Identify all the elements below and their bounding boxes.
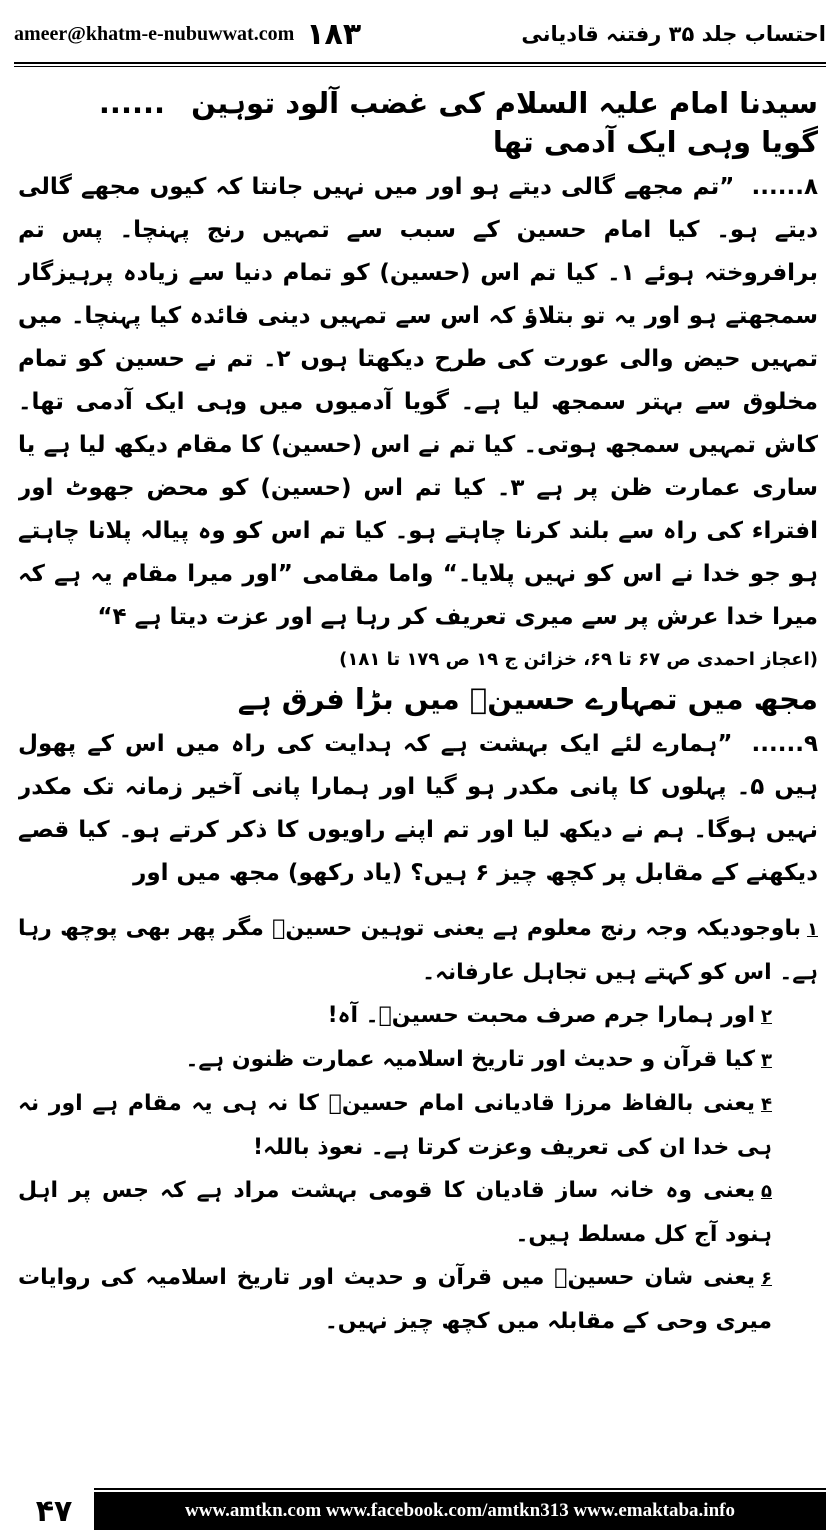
footnote-mark: ۵: [761, 1181, 772, 1203]
heading-1-right: سیدنا امام علیہ السلام کی غضب آلود توہین: [191, 86, 818, 120]
footnote-3: [18, 1038, 818, 1082]
footnote-mark: ۶: [761, 1268, 772, 1290]
footnote-mark: ۱: [807, 919, 818, 941]
footer-links[interactable]: www.amtkn.com www.facebook.com/amtkn313 www.emaktaba.info: [94, 1492, 826, 1530]
section-heading-2: مجھ میں تمہارے حسینؓ میں بڑا فرق ہے: [237, 682, 818, 717]
header-left: [14, 17, 361, 52]
footnote-mark: ۳: [761, 1050, 772, 1072]
footnote-6: [18, 1256, 818, 1343]
footnote-text: اور ہمارا جرم صرف محبت حسینؓ۔ آہ!: [327, 1003, 755, 1029]
footnote-mark: ۲: [761, 1006, 772, 1028]
paragraph-number-9: ۹......: [751, 731, 818, 758]
footnote-2: [18, 994, 818, 1038]
page-content: [18, 80, 818, 1476]
page-footer: [14, 1492, 826, 1530]
footnote-text: باوجودیکہ وجہ رنج معلوم ہے یعنی توہین حسینؓ مگر پھر بھی پوچھ رہا ہے۔ اس کو کہتے ہیں تجاہل عارفانہ۔: [18, 916, 818, 986]
heading-1-separator: ......: [98, 86, 166, 120]
header-rule: [14, 62, 826, 67]
paragraph-9-text: ”ہمارے لئے ایک بہشت ہے کہ ہدایت کی راہ میں اس کے پھول ہیں ۵۔ پہلوں کا پانی مکدر ہو گیا اور ہمارا پانی آخیر زمانہ تک مکدر نہیں ہوگا۔ ہم نے دیکھ لیا اور تم اپنے راویوں کا ذکر کرتے ہو۔ کیا قصے دیکھنے کے مقابل پر کچھ چیز ۶ ہیں؟ (یاد رکھو) مجھ میں اور: [18, 731, 818, 887]
section-heading-1: [18, 84, 818, 162]
paragraph-8-text: ”تم مجھے گالی دیتے ہو اور میں نہیں جانتا کہ کیوں مجھے گالی دیتے ہو۔ کیا امام حسین کے سبب سے تمہیں رنج پہنچا۔ پس تم برافروختہ ہوئے ۱۔ کیا تم اس (حسین) کو تمام دنیا سے زیادہ پرہیزگار سمجھتے ہو اور یہ تو بتلاؤ کہ اس سے تمہیں دینی فائدہ کیا پہنچا۔ میں تمہیں حیض والی عورت کی طرح دیکھتا ہوں ۲۔ تم نے حسین کو تمام مخلوق سے بہتر سمجھ لیا ہے۔ گویا آدمیوں میں وہی ایک آدمی تھا۔ کاش تمہیں سمجھ ہوتی۔ کیا تم نے اس (حسین) کا مقام دیکھ لیا ہے یا ساری عمارت ظن پر ہے ۳۔ کیا تم اس (حسین) کو محض جھوٹ اور افتراء کی راہ سے بلند کرنا چاہتے ہو۔ کیا تم اس کو وہ پیالہ پلانا چاہتے ہو جو خدا نے اس کو نہیں پلایا۔“ واما مقامی ”اور میرا مقام یہ ہے کہ میرا خدا عرش پر سے میری تعریف کر رہا ہے اور عزت دیتا ہے ۴“: [18, 174, 818, 631]
header-email: ameer@khatm-e-nubuwwat.com: [14, 22, 295, 45]
footer-rule: [94, 1488, 826, 1490]
heading-1-left: گویا وہی ایک آدمی تھا: [492, 125, 818, 160]
footnote-5: [18, 1169, 818, 1256]
footer-page-marker: ۴۷: [35, 1493, 73, 1529]
paragraph-8: [18, 166, 818, 639]
footnote-text: یعنی وہ خانہ ساز قادیان کا قومی بہشت مراد ہے کہ جس پر اہل ہنود آج کل مسلط ہیں۔: [18, 1178, 772, 1248]
page-header: [14, 12, 826, 56]
running-title: احتساب جلد ۳۵ رفتنہ قادیانی: [521, 22, 826, 46]
footnote-text: یعنی شان حسینؓ میں قرآن و حدیث اور تاریخ اسلامیہ کی روایات میری وحی کے مقابلہ میں کچھ چیز نہیں۔: [18, 1265, 772, 1335]
footnotes: [18, 907, 818, 1343]
citation-reference: (اعجاز احمدی ص ۶۷ تا ۶۹، خزائن ج ۱۹ ص ۱۷۹ تا ۱۸۱): [339, 649, 818, 671]
footnote-text: یعنی بالفاظ مرزا قادیانی امام حسینؓ کا نہ ہی یہ مقام ہے اور نہ ہی خدا ان کی تعریف وعزت کرتا ہے۔ نعوذ باللہ!: [18, 1091, 772, 1161]
paragraph-number-8: ۸......: [751, 174, 818, 201]
footnote-text: کیا قرآن و حدیث اور تاریخ اسلامیہ عمارت ظنون ہے۔: [185, 1047, 755, 1073]
footnote-1: [18, 907, 818, 994]
footnote-4: [18, 1082, 818, 1169]
header-page-number: ۱۸۳: [306, 16, 362, 52]
paragraph-9: [18, 723, 818, 895]
footnote-mark: ۴: [761, 1094, 772, 1116]
